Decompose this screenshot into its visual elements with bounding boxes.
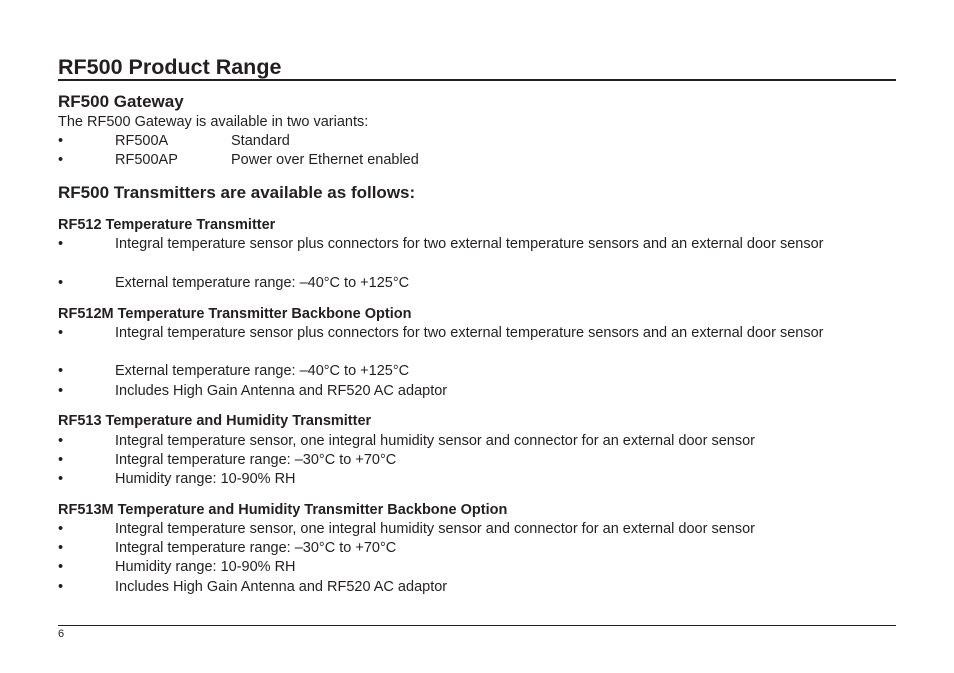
- product-name: RF513M Temperature and Humidity Transmitter Backbone Option: [58, 502, 508, 518]
- variant-code: RF500AP: [115, 152, 178, 168]
- feature-text: External temperature range: –40°C to +125°C: [115, 363, 410, 379]
- bullet: •: [58, 152, 64, 168]
- variant-description: Standard: [231, 133, 290, 149]
- feature-text: Integral temperature range: –30°C to +70°C: [115, 452, 397, 468]
- page-title: RF500 Product Range: [58, 55, 282, 79]
- variant-code: RF500A: [115, 133, 169, 149]
- feature-text: Humidity range: 10-90% RH: [115, 471, 296, 487]
- bullet: •: [58, 579, 64, 595]
- product-name: RF512M Temperature Transmitter Backbone Option: [58, 306, 412, 322]
- bullet: •: [58, 383, 64, 399]
- title-divider: [58, 79, 896, 81]
- transmitters-heading: RF500 Transmitters are available as follows:: [58, 183, 416, 202]
- gateway-intro: The RF500 Gateway is available in two variants:: [58, 114, 369, 130]
- feature-text: Integral temperature sensor plus connectors for two external temperature sensors and an external door sensor: [115, 236, 824, 252]
- feature-text: Integral temperature sensor, one integral humidity sensor and connector for an external door sensor: [115, 521, 755, 537]
- bullet: •: [58, 521, 64, 537]
- bullet: •: [58, 236, 64, 252]
- bullet: •: [58, 559, 64, 575]
- bullet: •: [58, 275, 64, 291]
- page-number: 6: [58, 628, 65, 640]
- feature-text: Humidity range: 10-90% RH: [115, 559, 296, 575]
- feature-text: Integral temperature sensor, one integral humidity sensor and connector for an external door sensor: [115, 433, 755, 449]
- feature-text: Integral temperature sensor plus connectors for two external temperature sensors and an external door sensor: [115, 325, 824, 341]
- variant-description: Power over Ethernet enabled: [231, 152, 419, 168]
- bullet: •: [58, 433, 64, 449]
- feature-text: Includes High Gain Antenna and RF520 AC adaptor: [115, 579, 448, 595]
- bullet: •: [58, 363, 64, 379]
- feature-text: External temperature range: –40°C to +125°C: [115, 275, 410, 291]
- bullet: •: [58, 133, 64, 149]
- bullet: •: [58, 452, 64, 468]
- bullet: •: [58, 540, 64, 556]
- feature-text: Includes High Gain Antenna and RF520 AC adaptor: [115, 383, 448, 399]
- bullet: •: [58, 325, 64, 341]
- product-name: RF513 Temperature and Humidity Transmitter: [58, 413, 372, 429]
- bullet: •: [58, 471, 64, 487]
- gateway-heading: RF500 Gateway: [58, 92, 184, 111]
- footer-divider: [58, 625, 896, 626]
- product-name: RF512 Temperature Transmitter: [58, 217, 276, 233]
- feature-text: Integral temperature range: –30°C to +70°C: [115, 540, 397, 556]
